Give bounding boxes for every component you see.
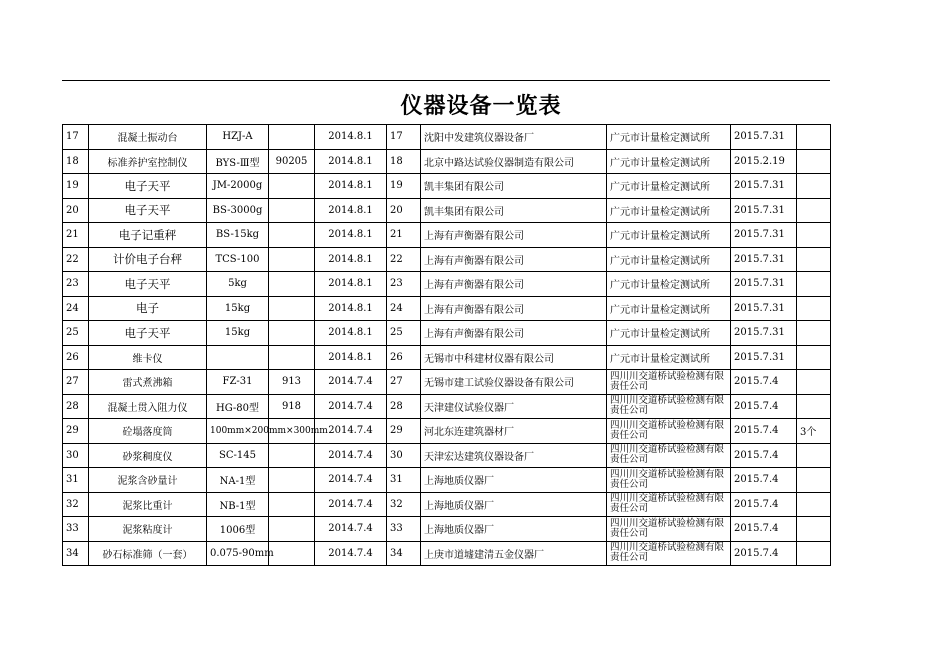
row-number-cell: 31	[63, 468, 89, 493]
serial-number-cell	[269, 174, 315, 199]
model-spec-cell: BS-3000g	[207, 198, 269, 223]
manufacturer-cell: 上海地质仪器厂	[421, 517, 607, 542]
model-spec-cell: SC-145	[207, 443, 269, 468]
row-number-2-cell: 29	[387, 419, 421, 444]
remark-cell	[797, 321, 831, 346]
table-row	[63, 174, 831, 199]
model-spec-cell: 5kg	[207, 272, 269, 297]
valid-until-cell: 2015.7.4	[731, 517, 797, 542]
row-number-cell: 20	[63, 198, 89, 223]
model-spec-cell: 1006型	[207, 517, 269, 542]
serial-number-cell: 90205	[269, 149, 315, 174]
acquired-date-cell: 2014.8.1	[315, 125, 387, 150]
model-spec-cell: BYS-Ⅲ型	[207, 149, 269, 174]
serial-number-cell	[269, 492, 315, 517]
calibration-org-cell: 四川川交道桥试验检测有限责任公司	[607, 541, 731, 566]
remark-cell	[797, 223, 831, 248]
serial-number-cell	[269, 345, 315, 370]
valid-until-cell: 2015.7.31	[731, 321, 797, 346]
acquired-date-cell: 2014.7.4	[315, 419, 387, 444]
acquired-date-cell: 2014.8.1	[315, 198, 387, 223]
table-row	[63, 468, 831, 493]
table-row	[63, 296, 831, 321]
calibration-org-cell: 广元市计量检定测试所	[607, 125, 731, 150]
instrument-name-cell: 砂石标准筛（一套）	[89, 541, 207, 566]
instrument-name-cell: 计价电子台秤	[89, 247, 207, 272]
table-row	[63, 345, 831, 370]
acquired-date-cell: 2014.7.4	[315, 370, 387, 395]
valid-until-cell: 2015.7.4	[731, 394, 797, 419]
table-row	[63, 198, 831, 223]
instrument-name-cell: 电子天平	[89, 174, 207, 199]
remark-cell	[797, 370, 831, 395]
instrument-name-cell: 电子记重秤	[89, 223, 207, 248]
instrument-name-cell: 电子天平	[89, 321, 207, 346]
instrument-name-cell: 混凝土贯入阻力仪	[89, 394, 207, 419]
table-row	[63, 394, 831, 419]
valid-until-cell: 2015.7.4	[731, 541, 797, 566]
remark-cell	[797, 468, 831, 493]
row-number-cell: 29	[63, 419, 89, 444]
acquired-date-cell: 2014.8.1	[315, 321, 387, 346]
row-number-cell: 18	[63, 149, 89, 174]
model-spec-cell: BS-15kg	[207, 223, 269, 248]
row-number-cell: 27	[63, 370, 89, 395]
row-number-2-cell: 30	[387, 443, 421, 468]
table-row	[63, 149, 831, 174]
calibration-org-cell: 广元市计量检定测试所	[607, 321, 731, 346]
calibration-org-cell: 广元市计量检定测试所	[607, 272, 731, 297]
manufacturer-cell: 无锡市建工试验仪器设备有限公司	[421, 370, 607, 395]
model-spec-cell: HZJ-A	[207, 125, 269, 150]
model-spec-cell: 0.075-90mm	[207, 541, 269, 566]
manufacturer-cell: 天津宏达建筑仪器设备厂	[421, 443, 607, 468]
row-number-2-cell: 24	[387, 296, 421, 321]
serial-number-cell	[269, 223, 315, 248]
remark-cell	[797, 345, 831, 370]
remark-cell	[797, 296, 831, 321]
acquired-date-cell: 2014.8.1	[315, 272, 387, 297]
acquired-date-cell: 2014.8.1	[315, 174, 387, 199]
row-number-cell: 33	[63, 517, 89, 542]
row-number-cell: 23	[63, 272, 89, 297]
row-number-2-cell: 20	[387, 198, 421, 223]
table-row	[63, 419, 831, 444]
remark-cell	[797, 443, 831, 468]
row-number-cell: 32	[63, 492, 89, 517]
row-number-2-cell: 28	[387, 394, 421, 419]
row-number-2-cell: 19	[387, 174, 421, 199]
instrument-name-cell: 泥浆含砂量计	[89, 468, 207, 493]
instrument-name-cell: 维卡仪	[89, 345, 207, 370]
table-row	[63, 321, 831, 346]
acquired-date-cell: 2014.7.4	[315, 541, 387, 566]
valid-until-cell: 2015.7.31	[731, 174, 797, 199]
acquired-date-cell: 2014.7.4	[315, 394, 387, 419]
calibration-org-cell: 广元市计量检定测试所	[607, 174, 731, 199]
table-row	[63, 443, 831, 468]
serial-number-cell	[269, 198, 315, 223]
manufacturer-cell: 上海有声衡器有限公司	[421, 296, 607, 321]
acquired-date-cell: 2014.8.1	[315, 296, 387, 321]
serial-number-cell	[269, 468, 315, 493]
acquired-date-cell: 2014.8.1	[315, 247, 387, 272]
instrument-name-cell: 标准养护室控制仪	[89, 149, 207, 174]
table-row	[63, 223, 831, 248]
row-number-2-cell: 31	[387, 468, 421, 493]
serial-number-cell	[269, 517, 315, 542]
row-number-cell: 19	[63, 174, 89, 199]
remark-cell	[797, 247, 831, 272]
calibration-org-cell: 四川川交道桥试验检测有限责任公司	[607, 443, 731, 468]
calibration-org-cell: 广元市计量检定测试所	[607, 198, 731, 223]
remark-cell	[797, 174, 831, 199]
acquired-date-cell: 2014.7.4	[315, 443, 387, 468]
instrument-name-cell: 电子天平	[89, 272, 207, 297]
manufacturer-cell: 上庚市道墟建清五金仪器厂	[421, 541, 607, 566]
valid-until-cell: 2015.7.31	[731, 198, 797, 223]
calibration-org-cell: 四川川交道桥试验检测有限责任公司	[607, 370, 731, 395]
calibration-org-cell: 广元市计量检定测试所	[607, 296, 731, 321]
row-number-2-cell: 34	[387, 541, 421, 566]
model-spec-cell: 15kg	[207, 296, 269, 321]
acquired-date-cell: 2014.7.4	[315, 468, 387, 493]
instrument-name-cell: 电子	[89, 296, 207, 321]
row-number-cell: 30	[63, 443, 89, 468]
model-spec-cell	[207, 345, 269, 370]
manufacturer-cell: 沈阳中发建筑仪器设备厂	[421, 125, 607, 150]
serial-number-cell: 913	[269, 370, 315, 395]
valid-until-cell: 2015.7.4	[731, 468, 797, 493]
calibration-org-cell: 广元市计量检定测试所	[607, 149, 731, 174]
row-number-2-cell: 21	[387, 223, 421, 248]
row-number-2-cell: 33	[387, 517, 421, 542]
serial-number-cell	[269, 125, 315, 150]
manufacturer-cell: 上海有声衡器有限公司	[421, 223, 607, 248]
row-number-2-cell: 22	[387, 247, 421, 272]
instrument-name-cell: 泥浆粘度计	[89, 517, 207, 542]
acquired-date-cell: 2014.8.1	[315, 345, 387, 370]
serial-number-cell	[269, 443, 315, 468]
table-row	[63, 370, 831, 395]
remark-cell	[797, 541, 831, 566]
serial-number-cell	[269, 247, 315, 272]
serial-number-cell	[269, 272, 315, 297]
remark-cell	[797, 394, 831, 419]
model-spec-cell: JM-2000g	[207, 174, 269, 199]
valid-until-cell: 2015.2.19	[731, 149, 797, 174]
valid-until-cell: 2015.7.31	[731, 247, 797, 272]
model-spec-cell: HG-80型	[207, 394, 269, 419]
remark-cell	[797, 198, 831, 223]
calibration-org-cell: 广元市计量检定测试所	[607, 247, 731, 272]
manufacturer-cell: 凯丰集团有限公司	[421, 174, 607, 199]
row-number-2-cell: 17	[387, 125, 421, 150]
instrument-name-cell: 泥浆比重计	[89, 492, 207, 517]
row-number-2-cell: 26	[387, 345, 421, 370]
instrument-name-cell: 混凝土振动台	[89, 125, 207, 150]
remark-cell	[797, 517, 831, 542]
manufacturer-cell: 上海地质仪器厂	[421, 468, 607, 493]
row-number-2-cell: 18	[387, 149, 421, 174]
acquired-date-cell: 2014.8.1	[315, 149, 387, 174]
manufacturer-cell: 无锡市中科建材仪器有限公司	[421, 345, 607, 370]
calibration-org-cell: 四川川交道桥试验检测有限责任公司	[607, 394, 731, 419]
table-row	[63, 247, 831, 272]
serial-number-cell	[269, 296, 315, 321]
valid-until-cell: 2015.7.31	[731, 345, 797, 370]
instrument-name-cell: 砂浆稠度仪	[89, 443, 207, 468]
table-row	[63, 272, 831, 297]
table-row	[63, 125, 831, 150]
row-number-cell: 28	[63, 394, 89, 419]
row-number-cell: 22	[63, 247, 89, 272]
valid-until-cell: 2015.7.4	[731, 370, 797, 395]
equipment-rows	[63, 125, 831, 566]
serial-number-cell	[269, 321, 315, 346]
valid-until-cell: 2015.7.4	[731, 492, 797, 517]
manufacturer-cell: 上海有声衡器有限公司	[421, 247, 607, 272]
table-row	[63, 541, 831, 566]
row-number-cell: 25	[63, 321, 89, 346]
row-number-2-cell: 32	[387, 492, 421, 517]
remark-cell: 3个	[797, 419, 831, 444]
manufacturer-cell: 上海地质仪器厂	[421, 492, 607, 517]
manufacturer-cell: 上海有声衡器有限公司	[421, 321, 607, 346]
acquired-date-cell: 2014.7.4	[315, 492, 387, 517]
remark-cell	[797, 125, 831, 150]
valid-until-cell: 2015.7.4	[731, 419, 797, 444]
model-spec-cell: 15kg	[207, 321, 269, 346]
calibration-org-cell: 广元市计量检定测试所	[607, 223, 731, 248]
table-row	[63, 517, 831, 542]
manufacturer-cell: 天津建仪试验仪器厂	[421, 394, 607, 419]
model-spec-cell: TCS-100	[207, 247, 269, 272]
row-number-cell: 34	[63, 541, 89, 566]
row-number-2-cell: 25	[387, 321, 421, 346]
valid-until-cell: 2015.7.31	[731, 296, 797, 321]
calibration-org-cell: 四川川交道桥试验检测有限责任公司	[607, 492, 731, 517]
equipment-table	[62, 124, 831, 566]
manufacturer-cell: 北京中路达试验仪器制造有限公司	[421, 149, 607, 174]
page-title: 仪器设备一览表	[400, 93, 562, 119]
remark-cell	[797, 272, 831, 297]
instrument-name-cell: 电子天平	[89, 198, 207, 223]
table-row	[63, 492, 831, 517]
remark-cell	[797, 149, 831, 174]
model-spec-cell: NB-1型	[207, 492, 269, 517]
row-number-cell: 26	[63, 345, 89, 370]
model-spec-cell: NA-1型	[207, 468, 269, 493]
row-number-2-cell: 23	[387, 272, 421, 297]
valid-until-cell: 2015.7.31	[731, 223, 797, 248]
calibration-org-cell: 四川川交道桥试验检测有限责任公司	[607, 517, 731, 542]
instrument-name-cell: 砼塌落度筒	[89, 419, 207, 444]
valid-until-cell: 2015.7.31	[731, 272, 797, 297]
manufacturer-cell: 上海有声衡器有限公司	[421, 272, 607, 297]
remark-cell	[797, 492, 831, 517]
model-spec-cell: 100mm×200mm×300mm	[207, 419, 269, 444]
serial-number-cell: 918	[269, 394, 315, 419]
row-number-2-cell: 27	[387, 370, 421, 395]
serial-number-cell	[269, 541, 315, 566]
acquired-date-cell: 2014.8.1	[315, 223, 387, 248]
calibration-org-cell: 广元市计量检定测试所	[607, 345, 731, 370]
row-number-cell: 17	[63, 125, 89, 150]
calibration-org-cell: 四川川交道桥试验检测有限责任公司	[607, 468, 731, 493]
row-number-cell: 21	[63, 223, 89, 248]
calibration-org-cell: 四川川交道桥试验检测有限责任公司	[607, 419, 731, 444]
instrument-name-cell: 雷式煮沸箱	[89, 370, 207, 395]
valid-until-cell: 2015.7.31	[731, 125, 797, 150]
model-spec-cell: FZ-31	[207, 370, 269, 395]
row-number-cell: 24	[63, 296, 89, 321]
header-rule	[62, 80, 830, 81]
manufacturer-cell: 河北东连建筑器材厂	[421, 419, 607, 444]
acquired-date-cell: 2014.7.4	[315, 517, 387, 542]
manufacturer-cell: 凯丰集团有限公司	[421, 198, 607, 223]
valid-until-cell: 2015.7.4	[731, 443, 797, 468]
